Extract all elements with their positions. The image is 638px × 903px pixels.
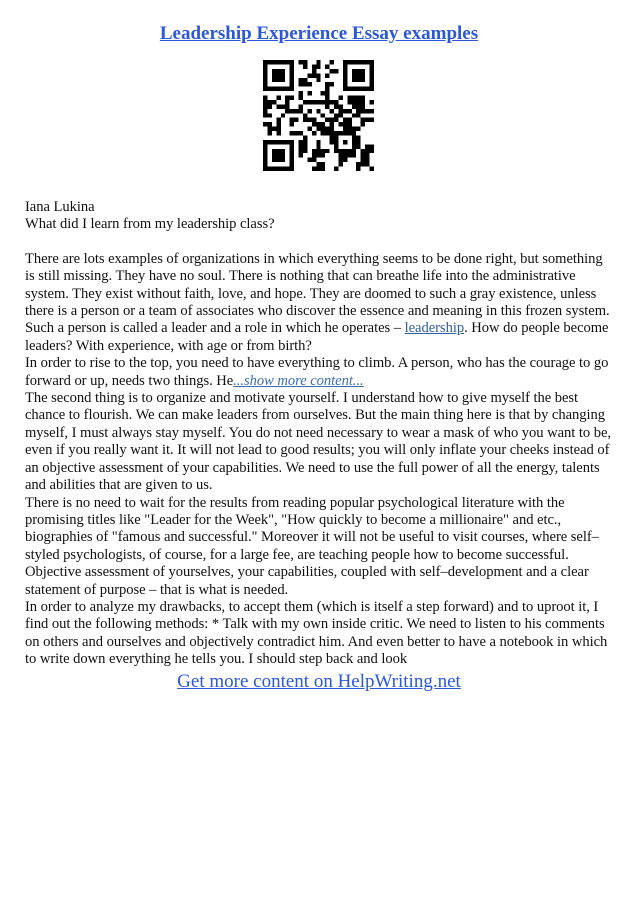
author-name: Iana Lukina — [25, 199, 95, 215]
paragraph-intro-text: There are lots examples of organizations in which everything seems to be done right, but something is still missing. They have no soul. There is nothing that can breathe life into the administrative system. They exist without faith, love, and hope. They are doomed to such a gray existence, unless there is a person or a team of associates who discover the essence and meaning in this frozen system. Such a person is called a leader and a role in which he operates – — [25, 250, 610, 337]
show-more-link[interactable]: ...show more content... — [233, 372, 364, 389]
paragraph-drawbacks: In order to analyze my drawbacks, to accept them (which is itself a step forward) and to uproot it, I find out the following methods: * Talk with my own inside critic. We need to listen to his comments on others and ourselves and objectively contradict him. And even better to have a notebook in which to write down everything he tells you. I should step back and look — [25, 598, 608, 668]
paragraph-intro — [25, 251, 615, 355]
get-more-content-link[interactable]: Get more content on HelpWriting.net — [177, 671, 461, 692]
qr-code-icon — [263, 60, 374, 171]
paragraph-literature: There is no need to wait for the results from reading popular psychological literature with the promising titles like "Leader for the Week", "How quickly to become a millionaire" and etc., biographies of "famous and successful." Moreover it will not be useful to visit courses, where self–styled psychologists, of course, for a large fee, are teaching people how to become successful. Objective assessment of yourselves, your capabilities, coupled with self–development and a clear statement of purpose – that is what is needed. — [25, 494, 599, 598]
paragraph-intro-text-end: . How do people become leaders? With experience, with age or from birth? — [25, 320, 609, 354]
essay-body — [25, 199, 615, 669]
leadership-link[interactable]: leadership — [404, 320, 465, 337]
essay-question: What did I learn from my leadership class? — [25, 216, 275, 233]
document-title-link[interactable]: Leadership Experience Essay examples — [159, 23, 479, 44]
paragraph-climb — [25, 355, 615, 390]
paragraph-motivate: The second thing is to organize and motivate yourself. I understand how to give myself the best chance to flourish. We can make leaders from ourselves. But the main thing here is that by changing myself, I must always stay myself. You do not need necessary to wear a mask of who you want to be, even if you really want it. It will not lead to good results; you will only inflate your cheeks instead of an objective assessment of your capabilities. We need to use the full power of all the energy, talents and abilities that are given to us. — [25, 390, 612, 494]
paragraph-climb-text: In order to rise to the top, you need to have everything to climb. A person, who has the courage to go forward or up, needs two things. He — [25, 355, 609, 389]
